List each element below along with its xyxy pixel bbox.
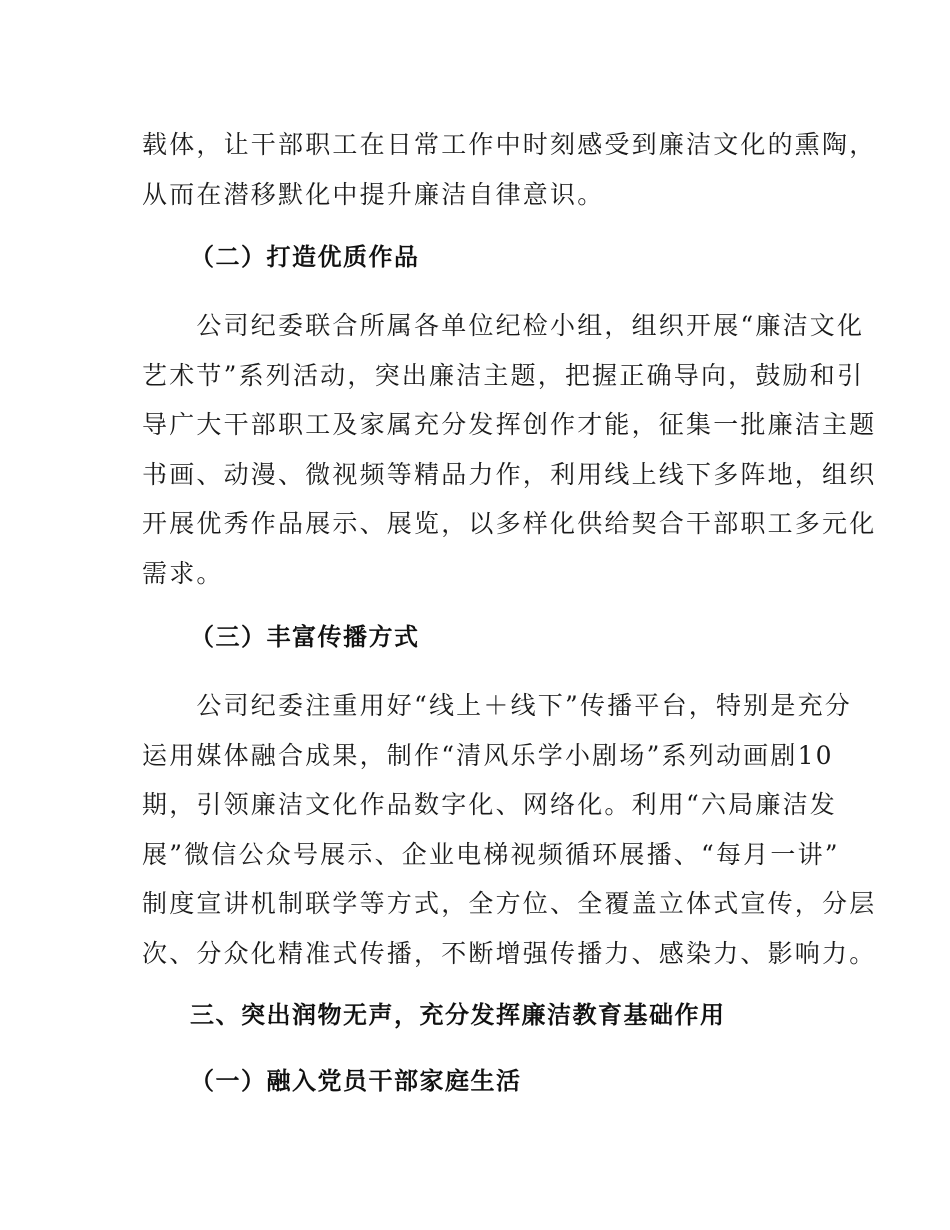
paragraph-line: 需求。	[142, 558, 224, 588]
paragraph-line: 制度宣讲机制联学等方式，全方位、全覆盖立体式宣传，分层	[142, 889, 877, 918]
paragraph-line: 期，引领廉洁文化作品数字化、网络化。利用“六局廉洁发	[142, 790, 837, 819]
paragraph-line: 公司纪委联合所属各单位纪检小组，组织开展“廉洁文化	[142, 311, 865, 340]
paragraph-line: 公司纪委注重用好“线上＋线下”传播平台，特别是充分	[142, 691, 852, 720]
section-title-integrity-education: 三、突出润物无声，充分发挥廉洁教育基础作用	[190, 1001, 726, 1029]
paragraph-line: 从而在潜移默化中提升廉洁自律意识。	[142, 179, 605, 209]
subheading-enrich-dissemination: （三）丰富传播方式	[190, 623, 420, 651]
paragraph-line: 运用媒体融合成果，制作“清风乐学小剧场”系列动画剧10	[142, 740, 834, 770]
paragraph-line: 导广大干部职工及家属充分发挥创作才能，征集一批廉洁主题	[142, 410, 877, 439]
paragraph-art-festival	[142, 301, 877, 598]
paragraph-line: 艺术节”系列活动，突出廉洁主题，把握正确导向，鼓励和引	[142, 360, 865, 390]
paragraph-line: 书画、动漫、微视频等精品力作，利用线上线下多阵地，组织	[142, 459, 877, 489]
paragraph-line: 次、分众化精准式传播，不断增强传播力、感染力、影响力。	[142, 938, 877, 968]
subheading-create-quality-works: （二）打造优质作品	[190, 243, 420, 271]
paragraph-carrier-continuation	[142, 120, 877, 219]
subheading-family-life: （一）融入党员干部家庭生活	[190, 1067, 522, 1095]
paragraph-online-offline-platform	[142, 681, 877, 978]
paragraph-line: 展”微信公众号展示、企业电梯视频循环展播、“每月一讲”	[142, 839, 840, 869]
paragraph-line: 载体，让干部职工在日常工作中时刻感受到廉洁文化的熏陶，	[142, 130, 877, 159]
paragraph-line: 开展优秀作品展示、展览，以多样化供给契合干部职工多元化	[142, 509, 877, 538]
